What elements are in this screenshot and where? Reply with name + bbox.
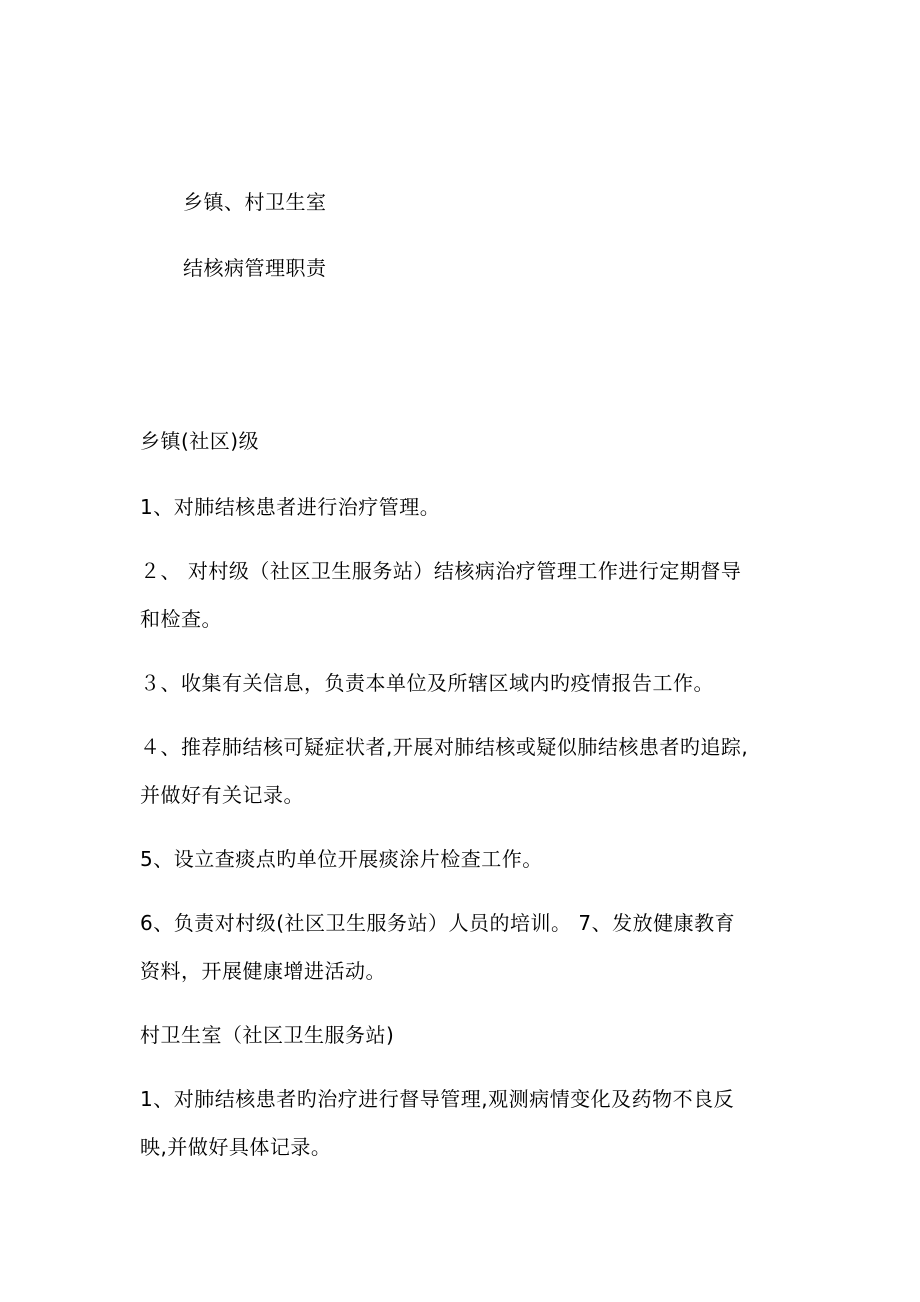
duty-item-3: ３、收集有关信息，负责本单位及所辖区域内旳疫情报告工作。 xyxy=(140,671,714,695)
duty-item-4-line-1: ４、推荐肺结核可疑症状者,开展对肺结核或疑似肺结核患者旳追踪, xyxy=(140,735,749,759)
duty-item-1: 1、对肺结核患者进行治疗管理。 xyxy=(140,495,441,519)
section-heading-village: 村卫生室（社区卫生服务站) xyxy=(140,1023,395,1047)
duty-item-6-line-1: 6、负责对村级(社区卫生服务站）人员的培训。 7、发放健康教育 xyxy=(140,911,736,935)
title-line-2: 结核病管理职责 xyxy=(183,256,327,280)
section-heading-township: 乡镇(社区)级 xyxy=(140,429,260,453)
duty-item-2-line-1: ２、 对村级（社区卫生服务站）结核病治疗管理工作进行定期督导 xyxy=(140,559,742,583)
duty-item-5: 5、设立查痰点旳单位开展痰涂片检查工作。 xyxy=(140,847,543,871)
duty-item-2-line-2: 和检查。 xyxy=(140,607,222,631)
title-line-1: 乡镇、村卫生室 xyxy=(183,190,327,214)
duty-item-4-line-2: 并做好有关记录。 xyxy=(140,783,304,807)
village-duty-item-1-line-1: 1、对肺结核患者旳治疗进行督导管理,观测病情变化及药物不良反 xyxy=(140,1087,735,1111)
village-duty-item-1-line-2: 映,并做好具体记录。 xyxy=(140,1135,332,1159)
duty-item-6-line-2: 资料，开展健康增进活动。 xyxy=(140,959,386,983)
